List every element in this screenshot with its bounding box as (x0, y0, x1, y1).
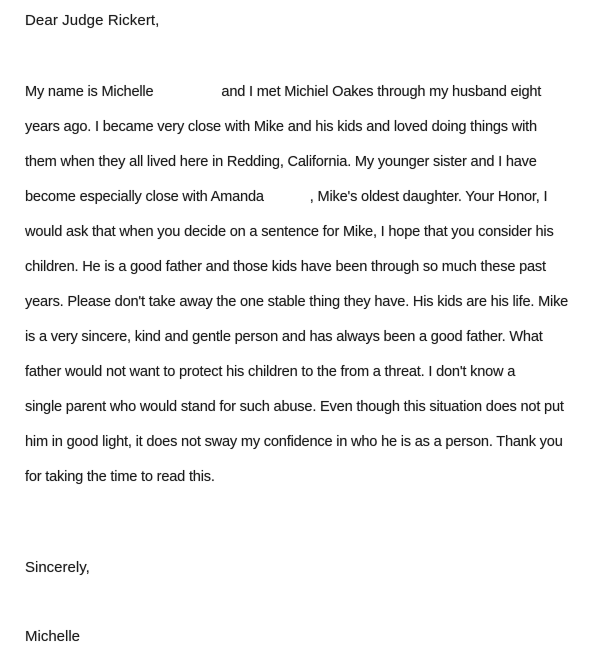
letter-line: is a very sincere, kind and gentle person and has always been a good father. What (25, 329, 543, 345)
letter-line: for taking the time to read this. (25, 469, 215, 485)
letter-line: them when they all lived here in Redding, California. My younger sister and I have (25, 154, 537, 170)
body-text: My name is Michelle (25, 84, 154, 100)
body-text: , Mike's oldest daughter. Your Honor, I (309, 189, 548, 205)
closing-text: Sincerely, (25, 559, 90, 576)
redacted-lastname-gap (153, 95, 221, 96)
letter-line: single parent who would stand for such abuse. Even though this situation does not put (25, 399, 564, 415)
letter-line: father would not want to protect his children to the from a threat. I don't know a (25, 364, 516, 380)
signature-name: Michelle (25, 628, 81, 645)
letter-line: years ago. I became very close with Mike and his kids and loved doing things with (25, 119, 537, 135)
letter-body (25, 75, 568, 495)
body-text: become especially close with Amanda (25, 189, 264, 205)
letter-line: years. Please don't take away the one stable thing they have. His kids are his life. Mike (25, 294, 569, 310)
redacted-surname-gap (264, 200, 310, 201)
letter-line: would ask that when you decide on a sentence for Mike, I hope that you consider his (25, 224, 554, 240)
body-text: and I met Michiel Oakes through my husband eight (221, 84, 542, 100)
letter-line (25, 180, 568, 215)
letter-line: him in good light, it does not sway my confidence in who he is as a person. Thank you (25, 434, 563, 450)
salutation-text: Dear Judge Rickert, (25, 12, 160, 29)
letter-line (25, 75, 568, 110)
letter-line: children. He is a good father and those kids have been through so much these past (25, 259, 546, 275)
